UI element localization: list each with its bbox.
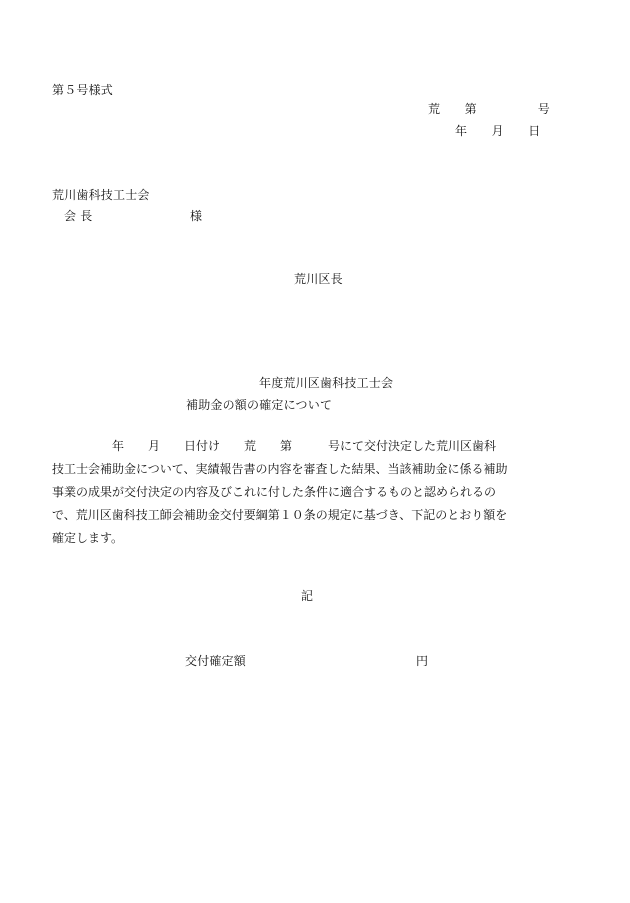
subject-line-1: 年度荒川区歯科技工士会 xyxy=(259,376,394,390)
body-line: 事業の成果が交付決定の内容及びこれに付した条件に適合するものと認められるの xyxy=(52,485,497,499)
body-line: 技工士会補助金について、実績報告書の内容を審査した結果、当該補助金に係る補助 xyxy=(52,462,508,476)
reference-number-line: 荒 第 号 xyxy=(428,102,551,116)
form-number: 第５号様式 xyxy=(52,83,114,97)
recipient-organization: 荒川歯科技工士会 xyxy=(52,188,150,202)
ki-heading: 記 xyxy=(301,589,314,603)
issue-date-line: 年 月 日 xyxy=(455,124,541,138)
subject-line-2: 補助金の額の確定について xyxy=(186,398,333,412)
body-paragraph xyxy=(52,435,582,550)
sender-name: 荒川区長 xyxy=(294,272,343,286)
body-line: 確定します。 xyxy=(52,531,124,545)
recipient-title: 会 長 様 xyxy=(64,209,203,223)
amount-label: 交付確定額 xyxy=(185,654,247,668)
amount-unit: 円 xyxy=(416,654,429,668)
body-line: で、荒川区歯科技工師会補助金交付要綱第１０条の規定に基づき、下記のとおり額を xyxy=(52,508,508,522)
body-line: 年 月 日付け 荒 第 号にて交付決定した荒川区歯科 xyxy=(52,439,497,453)
